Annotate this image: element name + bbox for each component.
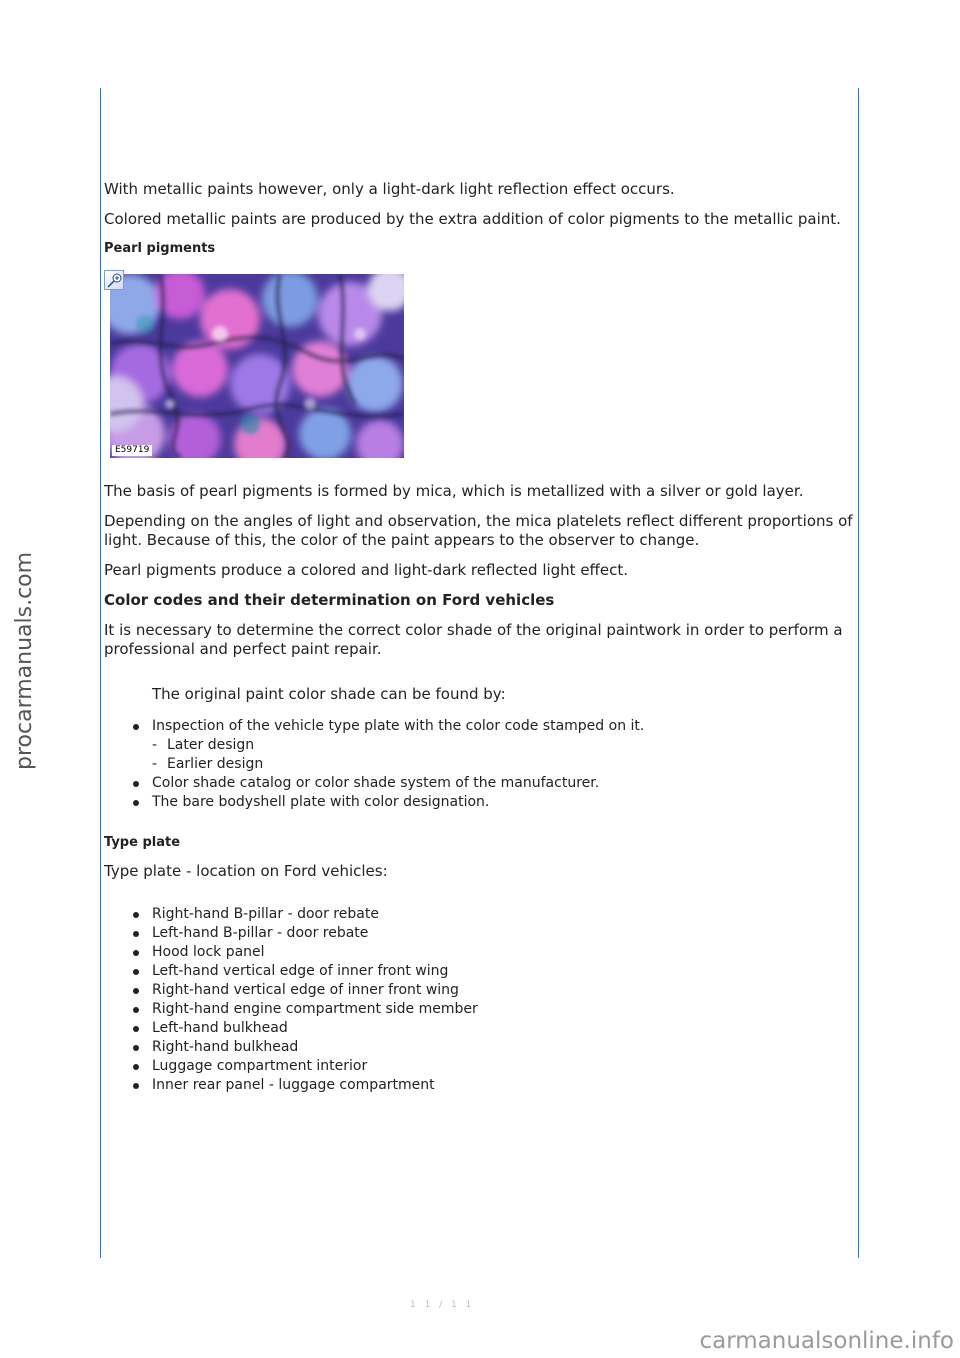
list-item: Color shade catalog or color shade system of the manufacturer. — [104, 774, 854, 793]
left-margin-rule — [100, 88, 101, 1258]
list-item: - Earlier design — [152, 756, 264, 772]
paragraph-mica-angles: Depending on the angles of light and observation, the mica platelets reflect different proportions of light. Because of this, the color of the paint appears to the observer to change. — [104, 512, 853, 549]
page-number: 1 1 / 1 1 — [410, 1300, 475, 1310]
list-item: Inner rear panel - luggage compartment — [104, 1076, 854, 1095]
right-margin-rule — [858, 88, 859, 1258]
side-watermark: procarmanuals.com — [12, 551, 37, 770]
paragraph-found-by: The original paint color shade can be found by: — [152, 685, 506, 703]
zoom-in-icon[interactable] — [104, 270, 124, 290]
list-item: Luggage compartment interior — [104, 1057, 854, 1076]
list-item: Inspection of the vehicle type plate with the color code stamped on it. — [104, 717, 854, 736]
list-item: Right-hand bulkhead — [104, 1038, 854, 1057]
paragraph-metallic-effect: With metallic paints however, only a light-dark light reflection effect occurs. — [104, 180, 675, 198]
bottom-watermark: carmanualsonline.info — [699, 1328, 954, 1354]
heading-type-plate: Type plate — [104, 835, 181, 850]
pearl-pigment-figure — [104, 270, 404, 462]
found-by-list — [104, 717, 854, 736]
paragraph-pearl-effect: Pearl pigments produce a colored and light-dark reflected light effect. — [104, 561, 629, 579]
heading-pearl-pigments: Pearl pigments — [104, 241, 216, 256]
document-body — [104, 180, 854, 1095]
found-by-list-continued — [104, 774, 854, 812]
paragraph-color-shade-need: It is necessary to determine the correct color shade of the original paintwork in order to perform a professional and perfect paint repair. — [104, 621, 843, 658]
paragraph-type-plate-location: Type plate - location on Ford vehicles: — [104, 862, 388, 880]
paragraph-mica-basis: The basis of pearl pigments is formed by mica, which is metallized with a silver or gold layer. — [104, 482, 804, 500]
list-item: Left-hand vertical edge of inner front wing — [104, 962, 854, 981]
list-item: The bare bodyshell plate with color designation. — [104, 793, 854, 812]
list-item: Hood lock panel — [104, 943, 854, 962]
pearl-pigment-photo — [110, 274, 404, 458]
type-plate-design-sublist — [104, 736, 854, 774]
list-item: Right-hand vertical edge of inner front wing — [104, 981, 854, 1000]
type-plate-locations-list — [104, 905, 854, 1095]
paragraph-colored-metallic: Colored metallic paints are produced by the extra addition of color pigments to the metallic paint. — [104, 210, 841, 228]
figure-label: E59719 — [112, 445, 152, 456]
list-item: Right-hand engine compartment side member — [104, 1000, 854, 1019]
list-item: Left-hand bulkhead — [104, 1019, 854, 1038]
list-item: Left-hand B-pillar - door rebate — [104, 924, 854, 943]
list-item: Right-hand B-pillar - door rebate — [104, 905, 854, 924]
pearl-pigment-image — [110, 274, 404, 458]
heading-color-codes: Color codes and their determination on Ford vehicles — [104, 591, 555, 609]
list-item: - Later design — [152, 737, 255, 753]
